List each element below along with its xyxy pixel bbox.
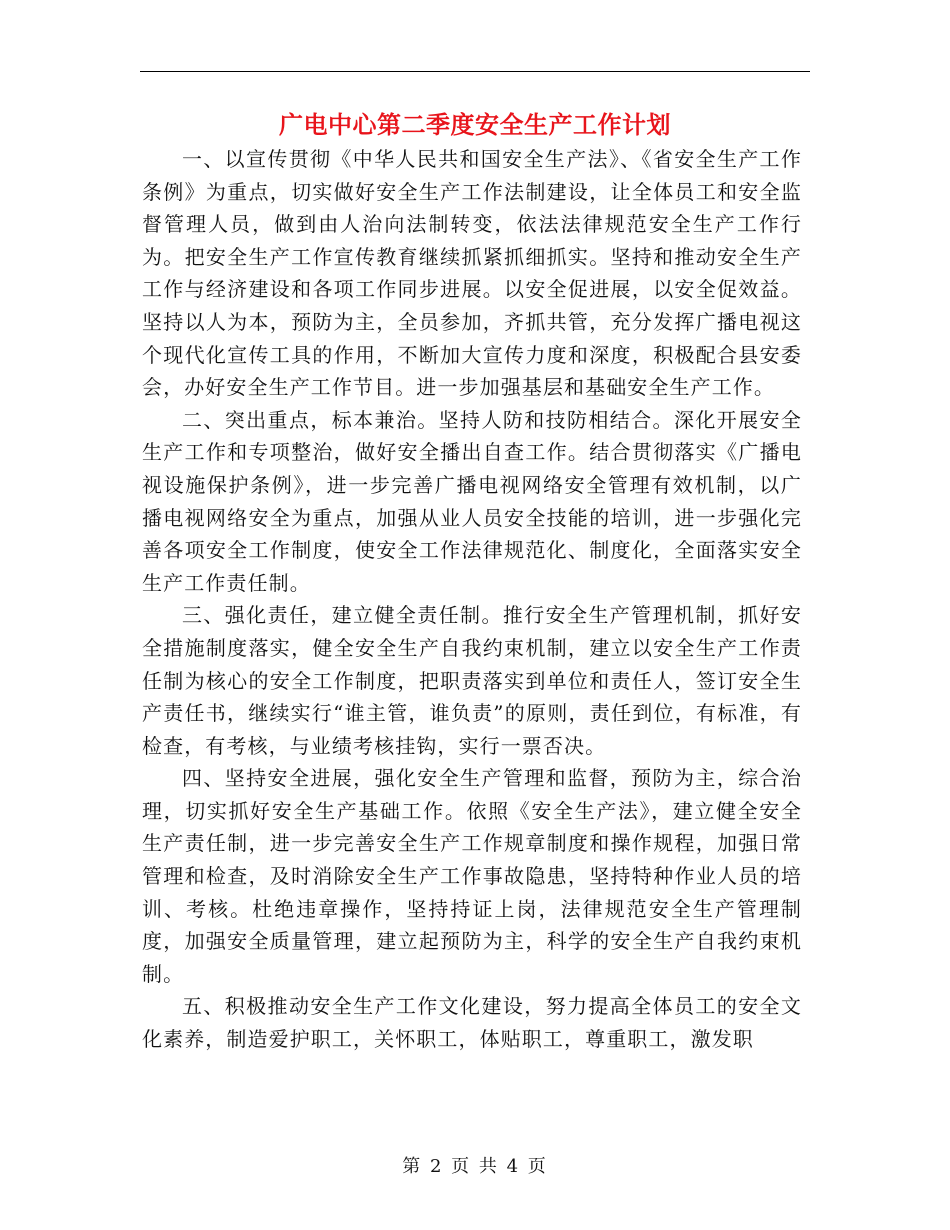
paragraph-1: 一、以宣传贯彻《中华人民共和国安全生产法》、《省安全生产工作条例》为重点，切实做好安全生产工作法制建设，让全体员工和安全监督管理人员，做到由人治向法制转变，依法法律规范安全生产工作行为。把安全生产工作宣传教育继续抓紧抓细抓实。坚持和推动安全生产工作与经济建设和各项工作同步进展。以安全促进展，以安全促效益。坚持以人为本，预防为主，全员参加，齐抓共管，充分发挥广播电视这个现代化宣传工具的作用，不断加大宣传力度和深度，积极配合县安委会，办好安全生产工作节目。进一步加强基层和基础安全生产工作。 <box>142 147 802 400</box>
document-title: 广电中心第二季度安全生产工作计划 <box>279 111 671 139</box>
paragraph-5: 五、积极推动安全生产工作文化建设，努力提高全体员工的安全文化素养，制造爱护职工，关怀职工，体贴职工，尊重职工，激发职 <box>142 994 802 1052</box>
page-number: 第 2 页 共 4 页 <box>402 1156 548 1177</box>
document-body <box>142 143 802 1056</box>
paragraph-4: 四、坚持安全进展，强化安全生产管理和监督，预防为主，综合治理，切实抓好安全生产基础工作。依照《安全生产法》，建立健全安全生产责任制，进一步完善安全生产工作规章制度和操作规程，加强日常管理和检查，及时消除安全生产工作事故隐患，坚持特种作业人员的培训、考核。杜绝违章操作，坚持持证上岗，法律规范安全生产管理制度，加强安全质量管理，建立起预防为主，科学的安全生产自我约束机制。 <box>142 766 802 986</box>
paragraph-2: 二、突出重点，标本兼治。坚持人防和技防相结合。深化开展安全生产工作和专项整治，做好安全播出自查工作。结合贯彻落实《广播电视设施保护条例》，进一步完善广播电视网络安全管理有效机制，以广播电视网络安全为重点，加强从业人员安全技能的培训，进一步强化完善各项安全工作制度，使安全工作法律规范化、制度化，全面落实安全生产工作责任制。 <box>142 407 802 595</box>
paragraph-3: 三、强化责任，建立健全责任制。推行安全生产管理机制，抓好安全措施制度落实，健全安全生产自我约束机制，建立以安全生产工作责任制为核心的安全工作制度，把职责落实到单位和责任人，签订安全生产责任书，继续实行“谁主管，谁负责”的原则，责任到位，有标准，有检查，有考核，与业绩考核挂钩，实行一票否决。 <box>142 603 802 758</box>
header-rule <box>140 71 810 72</box>
